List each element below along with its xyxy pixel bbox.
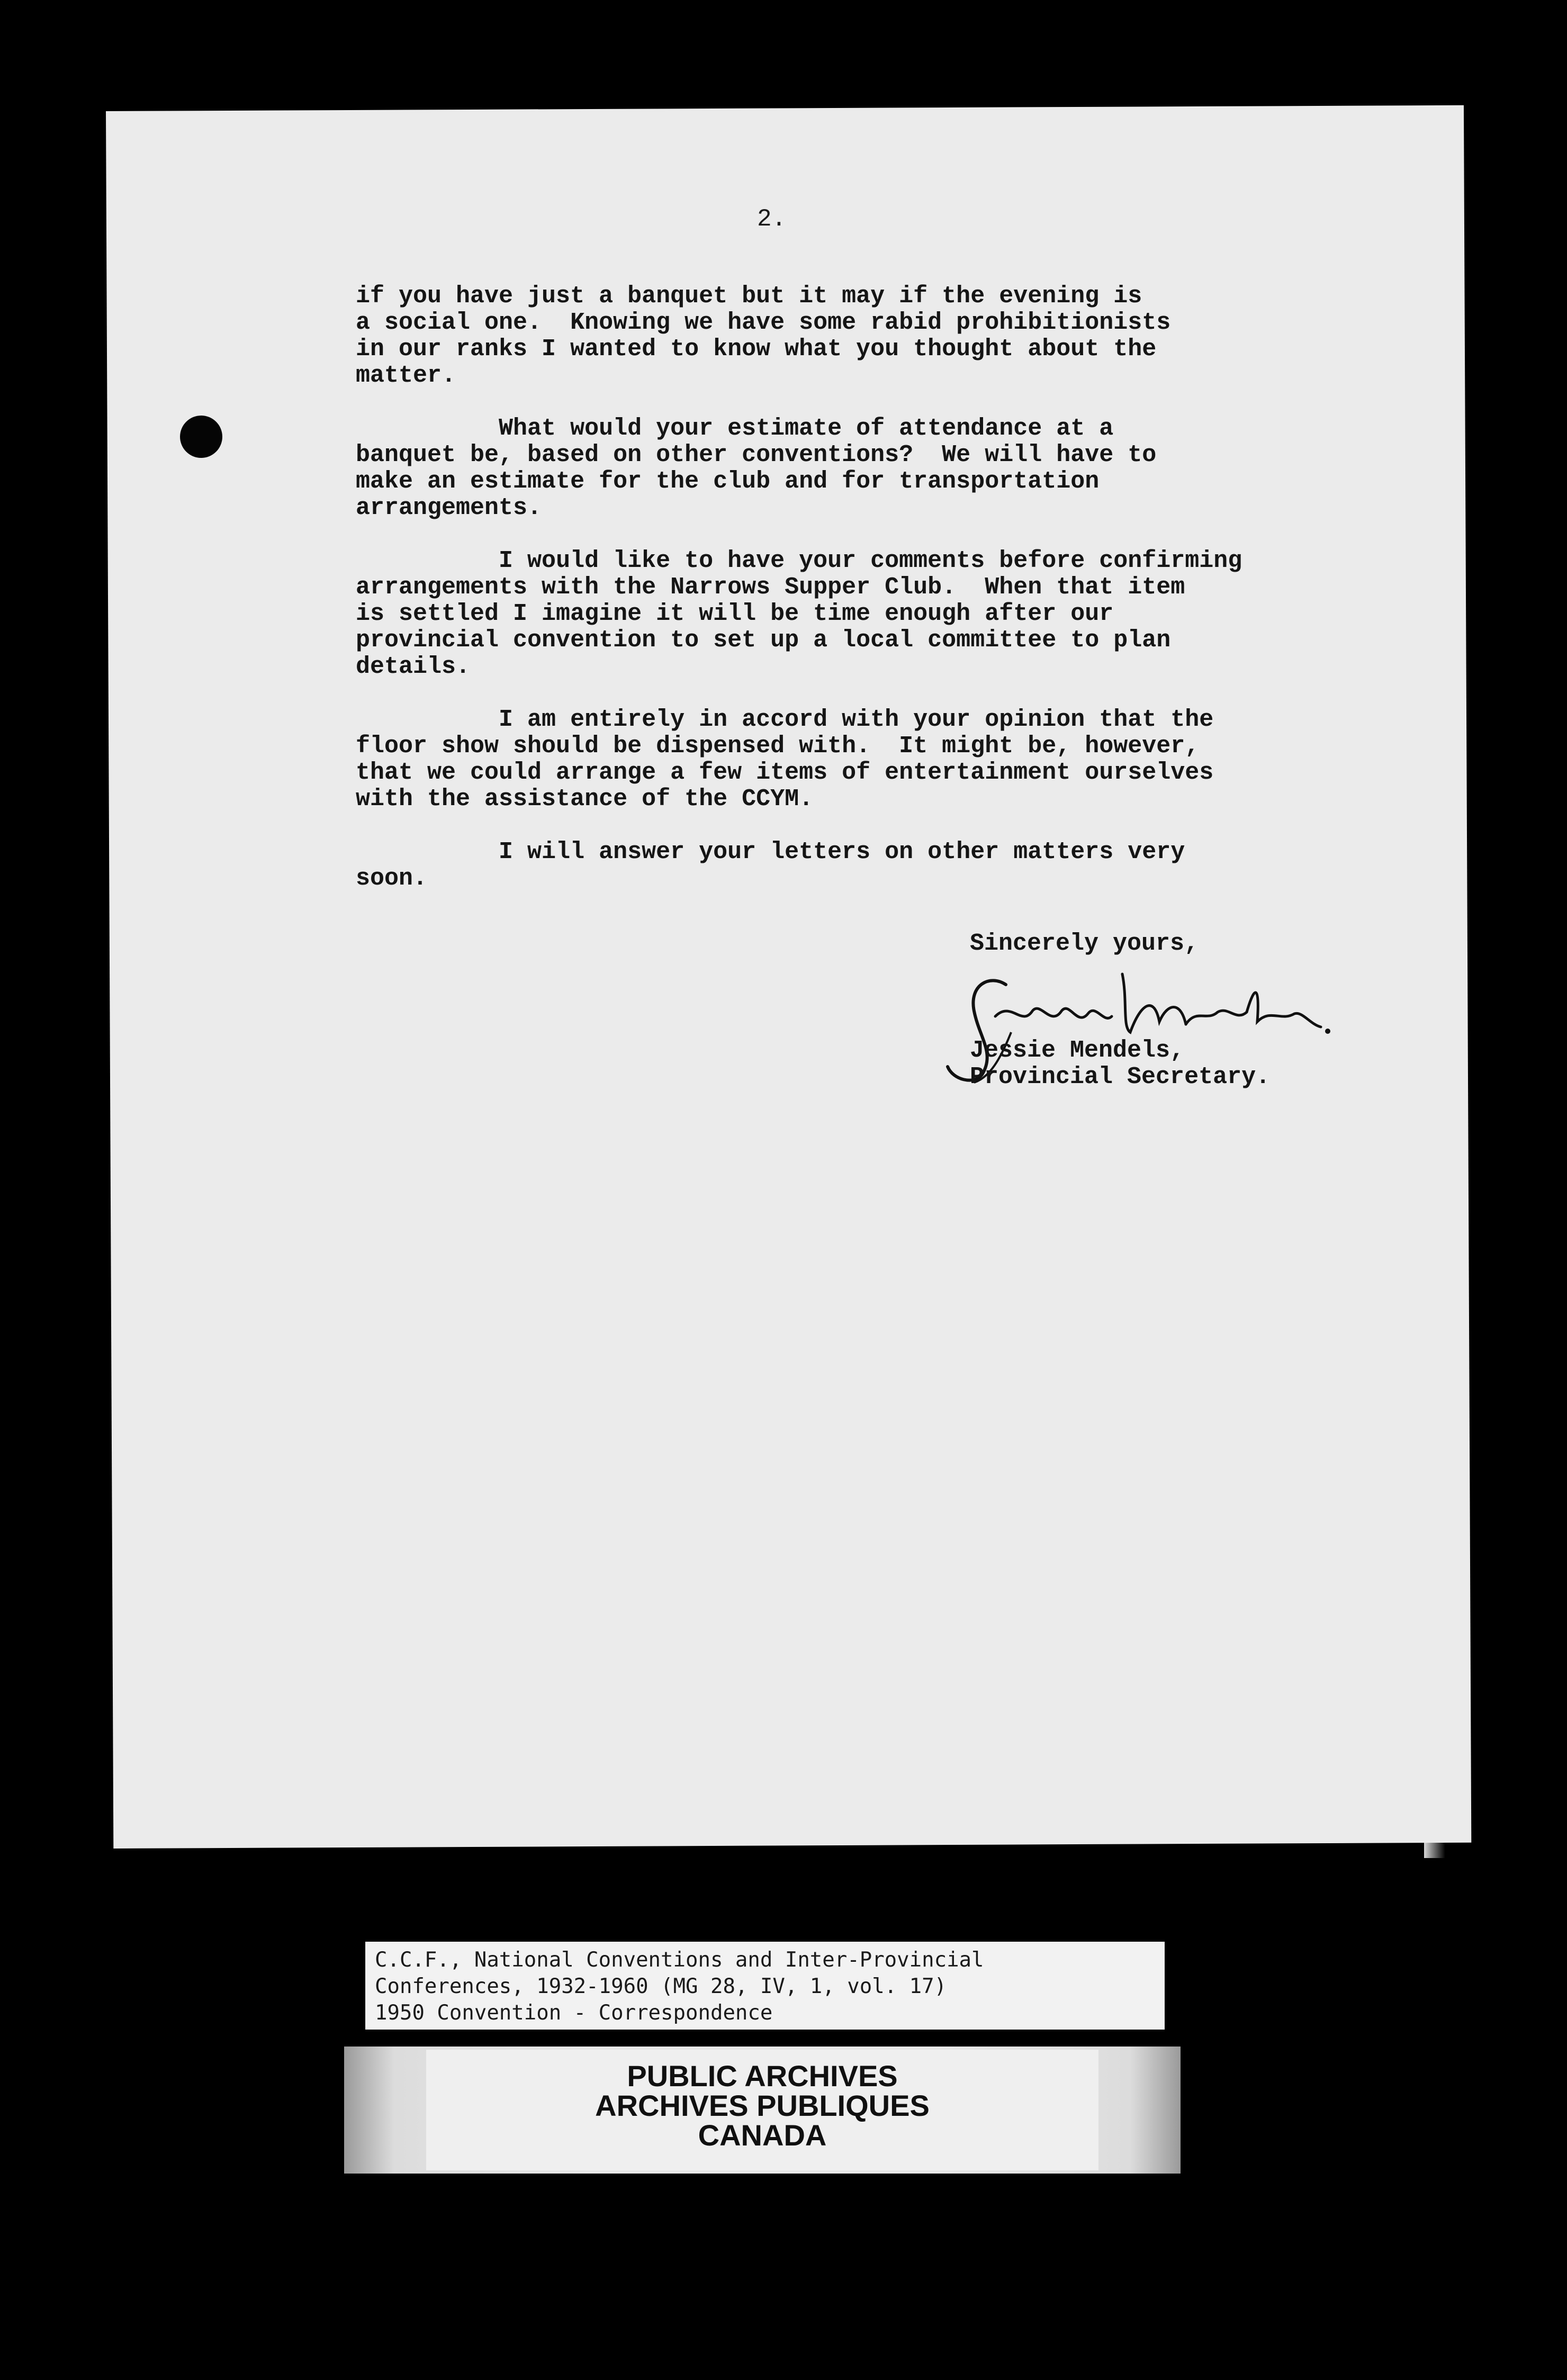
stamp-panel (426, 2050, 1098, 2170)
citation-line-1: C.C.F., National Conventions and Inter-Provincial (375, 1948, 984, 1972)
signatory-title: Provincial Secretary. (970, 1063, 1271, 1090)
stamp-line-3: CANADA (698, 2118, 827, 2152)
punch-hole (180, 416, 222, 458)
page-number: 2. (757, 205, 787, 233)
signatory-name: Jessie Mendels, (970, 1037, 1185, 1064)
archives-stamp (344, 2047, 1181, 2174)
stamp-line-2: ARCHIVES PUBLIQUES (595, 2089, 930, 2122)
closing: Sincerely yours, (970, 930, 1199, 957)
paragraph-2: What would your estimate of attendance at a banquet be, based on other conventions? We will have to make an estimate for the club and for transportation arrangements. (356, 415, 1157, 521)
stamp-line-1: PUBLIC ARCHIVES (627, 2059, 898, 2093)
paragraph-4: I am entirely in accord with your opinion that the floor show should be dispensed with. It might be, however, that we could arrange a few items of entertainment ourselves with the assistance of the CCYM. (356, 706, 1214, 813)
citation-label (365, 1942, 1165, 2030)
citation-line-2: Conferences, 1932-1960 (MG 28, IV, 1, vol. 17) (375, 1975, 947, 1998)
citation-line-3: 1950 Convention - Correspondence (375, 2001, 773, 2025)
paragraph-3: I would like to have your comments before confirming arrangements with the Narrows Supper Club. When that item is settled I imagine it will be time enough after our provincial convention to set up a local committee to plan details. (356, 547, 1242, 680)
paragraph-1: if you have just a banquet but it may if the evening is a social one. Knowing we have some rabid prohibitionists in our ranks I wanted to know what you thought about the matter. (356, 283, 1171, 389)
paragraph-5: I will answer your letters on other matters very soon. (356, 839, 1185, 892)
letter-body (356, 283, 1372, 918)
stamp-text (426, 2061, 1098, 2150)
signatory (970, 1038, 1270, 1090)
